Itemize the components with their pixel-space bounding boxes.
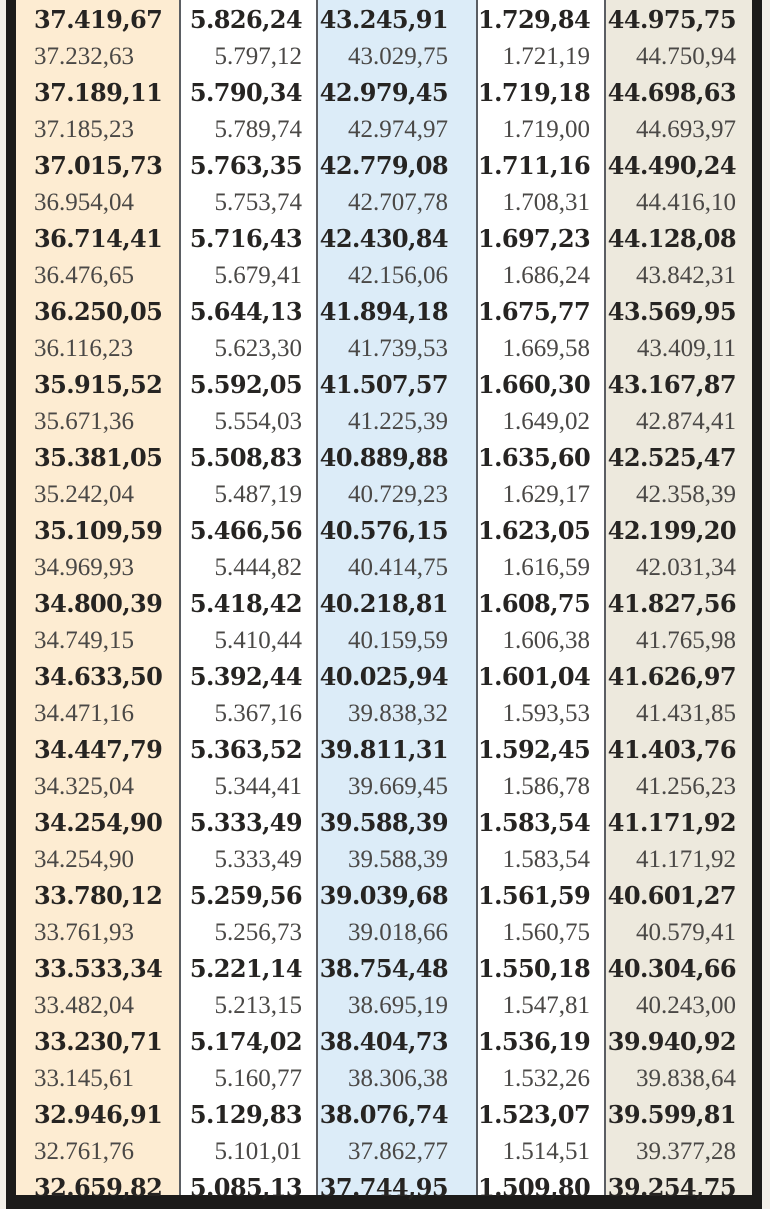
rates-table	[16, 0, 752, 1202]
table-cell: 5.344,41	[214, 772, 302, 800]
table-cell: 43.029,75	[348, 42, 448, 70]
table-cell: 37.862,77	[348, 1137, 448, 1165]
table-cell: 1.592,45	[478, 735, 591, 764]
table-cell: 37.744,95	[319, 1173, 448, 1202]
table-cell: 41.431,85	[636, 699, 736, 727]
table-cell: 41.171,92	[636, 845, 736, 873]
table-cell: 40.729,23	[348, 480, 448, 508]
table-cell: 5.085,13	[189, 1173, 302, 1202]
table-cell: 44.416,10	[636, 188, 736, 216]
table-cell: 1.583,54	[478, 808, 591, 837]
table-cell: 5.333,49	[189, 808, 302, 837]
table-cell: 38.754,48	[319, 954, 448, 983]
table-cell: 44.750,94	[636, 42, 736, 70]
table-cell: 40.579,41	[636, 918, 736, 946]
table-cell: 5.174,02	[189, 1027, 302, 1056]
table-cell: 38.306,38	[348, 1064, 448, 1092]
table-cell: 35.109,59	[34, 516, 163, 545]
table-cell: 34.254,90	[34, 845, 134, 873]
table-cell: 1.697,23	[478, 224, 591, 253]
table-cell: 39.669,45	[348, 772, 448, 800]
table-cell: 38.695,19	[348, 991, 448, 1019]
table-cell: 37.189,11	[34, 78, 163, 107]
table-cell: 33.482,04	[34, 991, 134, 1019]
table-cell: 39.018,66	[348, 918, 448, 946]
table-cell: 37.015,73	[34, 151, 163, 180]
table-cell: 36.714,41	[34, 224, 163, 253]
table-cell: 39.838,32	[348, 699, 448, 727]
table-cell: 5.333,49	[214, 845, 302, 873]
table-cell: 40.304,66	[607, 954, 736, 983]
table-cell: 5.508,83	[189, 443, 302, 472]
table-cell: 39.588,39	[319, 808, 448, 837]
table-cell: 36.250,05	[34, 297, 163, 326]
table-cell: 5.487,19	[214, 480, 302, 508]
table-cell: 36.954,04	[34, 188, 134, 216]
table-cell: 33.230,71	[34, 1027, 163, 1056]
table-cell: 1.547,81	[502, 991, 590, 1019]
table-cell: 1.601,04	[478, 662, 591, 691]
table-cell: 1.629,17	[502, 480, 590, 508]
table-cell: 39.811,31	[319, 735, 448, 764]
table-cell: 35.381,05	[34, 443, 163, 472]
table-cell: 1.593,53	[502, 699, 590, 727]
table-cell: 35.671,36	[34, 407, 134, 435]
table-cell: 41.225,39	[348, 407, 448, 435]
table-cell: 34.325,04	[34, 772, 134, 800]
table-cell: 42.979,45	[319, 78, 448, 107]
table-cell: 5.410,44	[214, 626, 302, 654]
table-cell: 1.686,24	[502, 261, 590, 289]
table-cell: 35.915,52	[34, 370, 163, 399]
table-cell: 1.721,19	[502, 42, 590, 70]
table-cell: 40.414,75	[348, 553, 448, 581]
table-cell: 44.128,08	[607, 224, 736, 253]
table-cell: 41.739,53	[348, 334, 448, 362]
table-cell: 41.171,92	[607, 808, 736, 837]
table-column-5	[606, 0, 752, 1202]
table-cell: 39.588,39	[348, 845, 448, 873]
table-cell: 32.659,82	[34, 1173, 163, 1202]
table-cell: 5.221,14	[189, 954, 302, 983]
table-cell: 5.716,43	[189, 224, 302, 253]
table-cell: 34.633,50	[34, 662, 163, 691]
table-cell: 5.129,83	[189, 1100, 302, 1129]
table-cell: 5.790,34	[189, 78, 302, 107]
table-cell: 5.392,44	[189, 662, 302, 691]
table-cell: 36.476,65	[34, 261, 134, 289]
table-cell: 34.447,79	[34, 735, 163, 764]
table-cell: 5.644,13	[189, 297, 302, 326]
table-cell: 44.490,24	[607, 151, 736, 180]
table-cell: 5.256,73	[214, 918, 302, 946]
table-cell: 42.874,41	[636, 407, 736, 435]
table-cell: 43.245,91	[319, 5, 448, 34]
table-cell: 1.560,75	[502, 918, 590, 946]
table-cell: 44.693,97	[636, 115, 736, 143]
table-cell: 39.039,68	[319, 881, 448, 910]
table-cell: 35.242,04	[34, 480, 134, 508]
table-cell: 34.254,90	[34, 808, 163, 837]
table-cell: 5.789,74	[214, 115, 302, 143]
table-cell: 1.719,00	[502, 115, 590, 143]
table-cell: 34.800,39	[34, 589, 163, 618]
table-cell: 1.616,59	[502, 553, 590, 581]
table-cell: 39.940,92	[607, 1027, 736, 1056]
table-cell: 42.199,20	[607, 516, 736, 545]
table-cell: 5.363,52	[189, 735, 302, 764]
table-cell: 5.259,56	[189, 881, 302, 910]
table-cell: 41.256,23	[636, 772, 736, 800]
table-column-3	[318, 0, 478, 1202]
table-cell: 33.533,34	[34, 954, 163, 983]
table-cell: 5.554,03	[214, 407, 302, 435]
table-cell: 5.753,74	[214, 188, 302, 216]
table-cell: 41.894,18	[319, 297, 448, 326]
table-column-2	[181, 0, 318, 1202]
table-cell: 43.569,95	[607, 297, 736, 326]
table-cell: 32.761,76	[34, 1137, 134, 1165]
table-cell: 40.601,27	[607, 881, 736, 910]
table-cell: 5.592,05	[189, 370, 302, 399]
table-cell: 42.430,84	[319, 224, 448, 253]
table-cell: 43.409,11	[636, 334, 736, 362]
table-cell: 42.779,08	[319, 151, 448, 180]
table-cell: 38.076,74	[319, 1100, 448, 1129]
table-cell: 40.159,59	[348, 626, 448, 654]
table-cell: 44.975,75	[607, 5, 736, 34]
table-cell: 43.167,87	[607, 370, 736, 399]
table-cell: 5.444,82	[214, 553, 302, 581]
table-column-1	[16, 0, 181, 1202]
table-column-4	[478, 0, 606, 1202]
table-cell: 1.660,30	[478, 370, 591, 399]
table-cell: 1.606,38	[502, 626, 590, 654]
table-cell: 1.708,31	[502, 188, 590, 216]
table-cell: 40.243,00	[636, 991, 736, 1019]
table-cell: 1.532,26	[502, 1064, 590, 1092]
table-cell: 41.765,98	[636, 626, 736, 654]
table-cell: 42.358,39	[636, 480, 736, 508]
table-cell: 33.145,61	[34, 1064, 134, 1092]
table-cell: 39.838,64	[636, 1064, 736, 1092]
table-cell: 1.586,78	[502, 772, 590, 800]
table-cell: 1.669,58	[502, 334, 590, 362]
table-cell: 40.218,81	[319, 589, 448, 618]
table-cell: 1.536,19	[478, 1027, 591, 1056]
table-cell: 1.509,80	[478, 1173, 591, 1202]
table-cell: 1.719,18	[478, 78, 591, 107]
table-cell: 36.116,23	[34, 334, 134, 362]
table-cell: 33.761,93	[34, 918, 134, 946]
table-cell: 1.608,75	[478, 589, 591, 618]
table-cell: 37.232,63	[34, 42, 134, 70]
table-cell: 1.514,51	[502, 1137, 590, 1165]
table-cell: 41.626,97	[607, 662, 736, 691]
table-cell: 42.031,34	[636, 553, 736, 581]
table-cell: 5.763,35	[189, 151, 302, 180]
table-cell: 1.711,16	[478, 151, 591, 180]
table-cell: 42.156,06	[348, 261, 448, 289]
table-cell: 5.367,16	[214, 699, 302, 727]
table-cell: 34.471,16	[34, 699, 134, 727]
table-cell: 39.377,28	[636, 1137, 736, 1165]
table-cell: 34.969,93	[34, 553, 134, 581]
table-cell: 41.827,56	[607, 589, 736, 618]
table-cell: 41.507,57	[319, 370, 448, 399]
table-cell: 43.842,31	[636, 261, 736, 289]
table-cell: 40.889,88	[319, 443, 448, 472]
table-cell: 5.101,01	[214, 1137, 302, 1165]
table-cell: 39.599,81	[607, 1100, 736, 1129]
table-cell: 5.797,12	[214, 42, 302, 70]
table-cell: 1.623,05	[478, 516, 591, 545]
table-cell: 5.623,30	[214, 334, 302, 362]
table-cell: 41.403,76	[607, 735, 736, 764]
table-cell: 42.707,78	[348, 188, 448, 216]
table-cell: 37.185,23	[34, 115, 134, 143]
table-cell: 44.698,63	[607, 78, 736, 107]
table-cell: 1.561,59	[478, 881, 591, 910]
table-cell: 1.635,60	[478, 443, 591, 472]
table-cell: 5.213,15	[214, 991, 302, 1019]
table-cell: 33.780,12	[34, 881, 163, 910]
table-cell: 1.729,84	[478, 5, 591, 34]
table-cell: 1.583,54	[502, 845, 590, 873]
table-cell: 37.419,67	[34, 5, 163, 34]
table-cell: 40.025,94	[319, 662, 448, 691]
table-cell: 38.404,73	[319, 1027, 448, 1056]
table-cell: 5.466,56	[189, 516, 302, 545]
table-cell: 42.974,97	[348, 115, 448, 143]
table-cell: 1.550,18	[478, 954, 591, 983]
table-cell: 40.576,15	[319, 516, 448, 545]
table-cell: 1.523,07	[478, 1100, 591, 1129]
table-cell: 5.418,42	[189, 589, 302, 618]
table-cell: 39.254,75	[607, 1173, 736, 1202]
table-cell: 1.675,77	[478, 297, 591, 326]
table-cell: 5.826,24	[189, 5, 302, 34]
table-cell: 42.525,47	[607, 443, 736, 472]
table-cell: 34.749,15	[34, 626, 134, 654]
table-cell: 5.679,41	[214, 261, 302, 289]
table-cell: 5.160,77	[214, 1064, 302, 1092]
table-cell: 32.946,91	[34, 1100, 163, 1129]
table-cell: 1.649,02	[502, 407, 590, 435]
